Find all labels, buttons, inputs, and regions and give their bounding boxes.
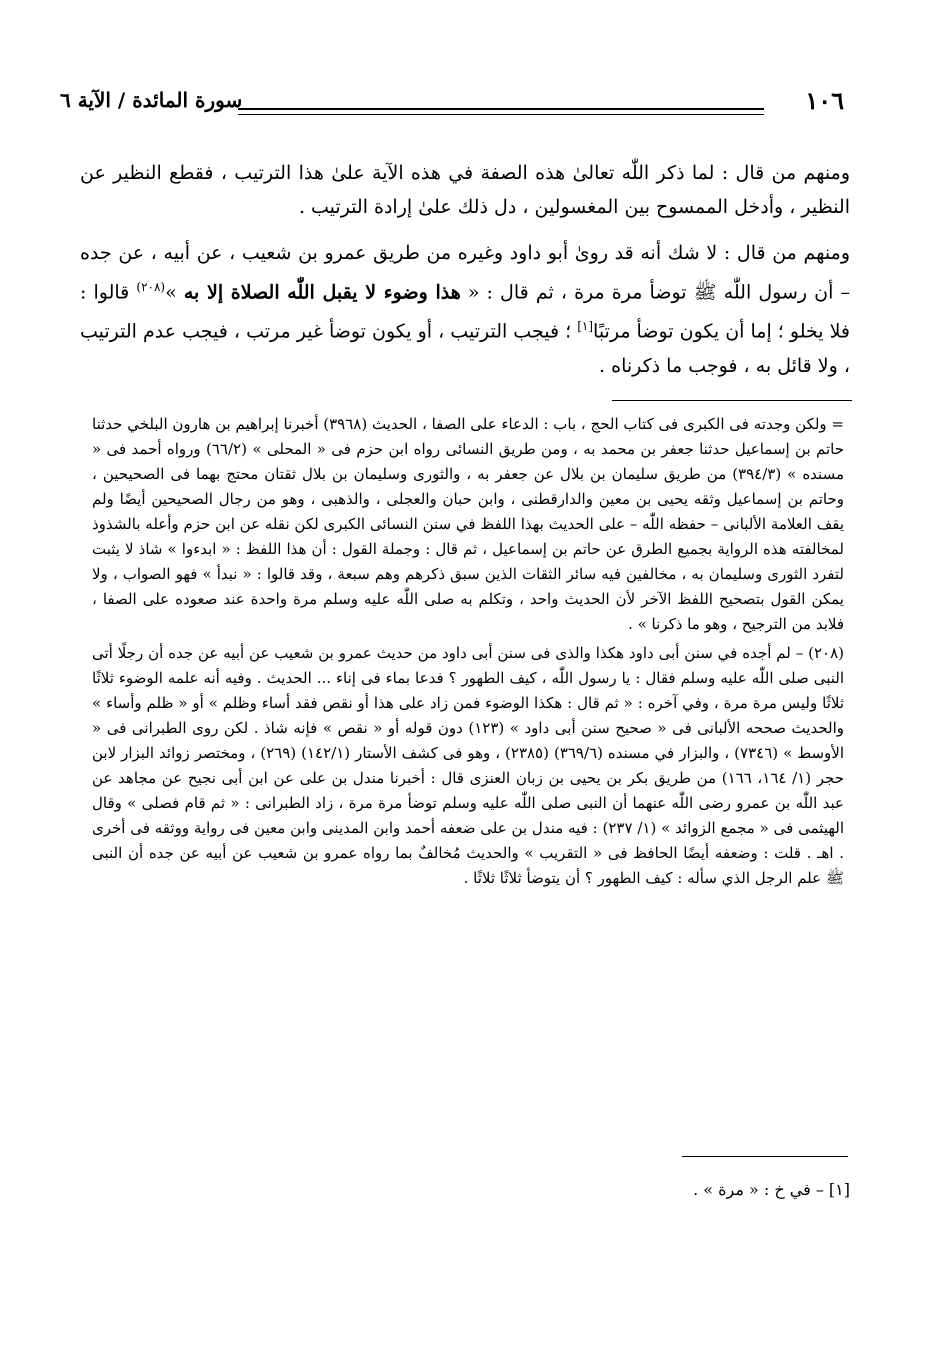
running-header	[60, 86, 850, 118]
header-rule	[238, 108, 764, 115]
footnote-ref-208: (٢٠٨)	[136, 280, 166, 294]
paragraph-2-part-c: قالوا : فلا يخلو ؛ إما أن يكون توضأ مرتبًا	[80, 281, 851, 343]
footnote-continued: = ولكن وجدته فى الكبرى فى كتاب الحج ، باب : الدعاء على الصفا ، الحديث (٣٩٦٨) أخبرنا إبراهيم بن هارون البلخي حدثنا حاتم بن إسماعيل حدثنا جعفر بن محمد به ، ومن طريق النسائى رواه ابن حزم فى « المحلى » (٦٦/٢) ورواه أحمد فى « مسنده » (٣٩٤/٣) من طريق سليمان بن بلال عن جعفر به ، والثورى وسليمان بن بلال ثقتان محتج بهما فى الصحيحين ، وحاتم بن إسماعيل وثقه يحيى بن معين والدارقطنى ، وابن حبان والعجلى ، والذهبى ، وهو من رجال الصحيحين أيضًا ولم يقف العلامة الألبانى – حفظه اللّٰه – على الحديث بهذا اللفظ في سنن النسائى الكبرى لكن نقله عن ابن حزم وأعله بالشذوذ لمخالفته هذه الرواية بجميع الطرق عن حاتم بن إسماعيل ، ثم قال : وجملة القول : أن هذا اللفظ : « ابدءوا » شاذ لا يثبت لتفرد الثورى وسليمان به ، مخالفين فيه سائر الثقات الذين سبق ذكرهم وهم سبعة ، وقد قالوا : « نبدأ » فهو الصواب ، ولا يمكن القول بتصحيح اللفظ الآخر لأن الحديث واحد ، وتكلم به صلى اللّٰه عليه وسلم مرة واحدة عند صعوده على الصفا ، فلابد من الترجيح ، وهو ما ذكرنا » .	[92, 415, 844, 633]
surah-title: سورة المائدة / الآية ٦	[60, 88, 243, 112]
footnote-208: (٢٠٨) – لم أجده في سنن أبى داود هكذا والذى فى سنن أبى داود من حديث عمرو بن شعيب عن أبيه عن جده أن رجلًا أتى النبى صلى اللّٰه عليه وسلم فقال : يا رسول اللّٰه ، كيف الطهور ؟ فدعا بماء فى إناء ... الحديث . وفيه أنه علمه الوضوء ثلاثًا ثلاثًا وليس مرة مرة ، وفي آخره : « ثم قال : هكذا الوضوء فمن زاد على هذا أو نقص فقد أساء وظلم » أو « ظلم وأساء » والحديث صححه الألبانى فى « صحيح سنن أبى داود » (١٢٣) دون قوله أو « نقص » فإنه شاذ . لكن روى الطبرانى فى « الأوسط » (٧٣٤٦) ، والبزار في مسنده (٣٦٩/٦) (٢٣٨٥) ، وهو فى كشف الأستار (١٤٢/١) (٢٦٩) ، ومختصر زوائد البزار لابن حجر (١/ ١٦٤، ١٦٦) من طريق بكر بن يحيى بن زبان العنزى قال : أخبرنا مندل بن على عن ابن أبى نجيح عن مجاهد عن عبد اللّٰه بن عمرو رضى اللّٰه عنهما أن النبى صلى اللّٰه عليه وسلم توضأ مرة مرة ، زاد الطبرانى : « ثم قام فصلى » وقال الهيثمى فى « مجمع الزوائد » (١/ ٢٣٧) : فيه مندل بن على ضعفه أحمد وابن المدينى وابن معين فى رواية ووثقه فى أخرى . اهـ . قلت : وضعفه أيضًا الحافظ فى « التقريب » والحديث مُخالفٌ بما رواه عمرو بن شعيب عن أبيه عن جده أن النبى ﷺ علم الرجل الذي سأله : كيف الطهور ؟ أن يتوضأ ثلاثًا ثلاثًا .	[92, 644, 845, 887]
paragraph-2-part-d: ؛ فيجب الترتيب ، أو يكون توضأ غير مرتب ، فيجب عدم الترتيب ، ولا قائل به ، فوجب ما ذكرناه .	[80, 320, 850, 377]
footnote-separator	[612, 400, 852, 401]
paragraph-2	[80, 236, 850, 383]
editor-note-ref: [١]	[577, 319, 594, 334]
hadith-quote: هذا وضوء لا يقبل اللّٰه الصلاة إلا به	[183, 281, 461, 304]
paragraph-1: ومنهم من قال : لما ذكر اللّٰه تعالىٰ هذه الصفة في هذه الآية علىٰ هذا الترتيب ، فقطع النظير عن النظير ، وأدخل الممسوح بين المغسولين ، دل ذلك علىٰ إرادة الترتيب .	[80, 162, 850, 218]
quote-close: »	[165, 281, 177, 304]
paragraph-2-part-a: ومنهم من قال : لا شك أنه قد روىٰ أبو داود وغيره من طريق عمرو بن شعيب ، عن أبيه ، عن جده – أن رسول اللّٰه ﷺ توضأ مرة مرة ، ثم قال : «	[80, 242, 850, 304]
page-number: ١٠٦	[805, 86, 844, 115]
editor-note: [١] – في خ : « مرة » .	[693, 1180, 850, 1199]
footnotes	[92, 412, 844, 895]
editor-note-separator	[682, 1156, 848, 1157]
main-body	[80, 156, 850, 395]
